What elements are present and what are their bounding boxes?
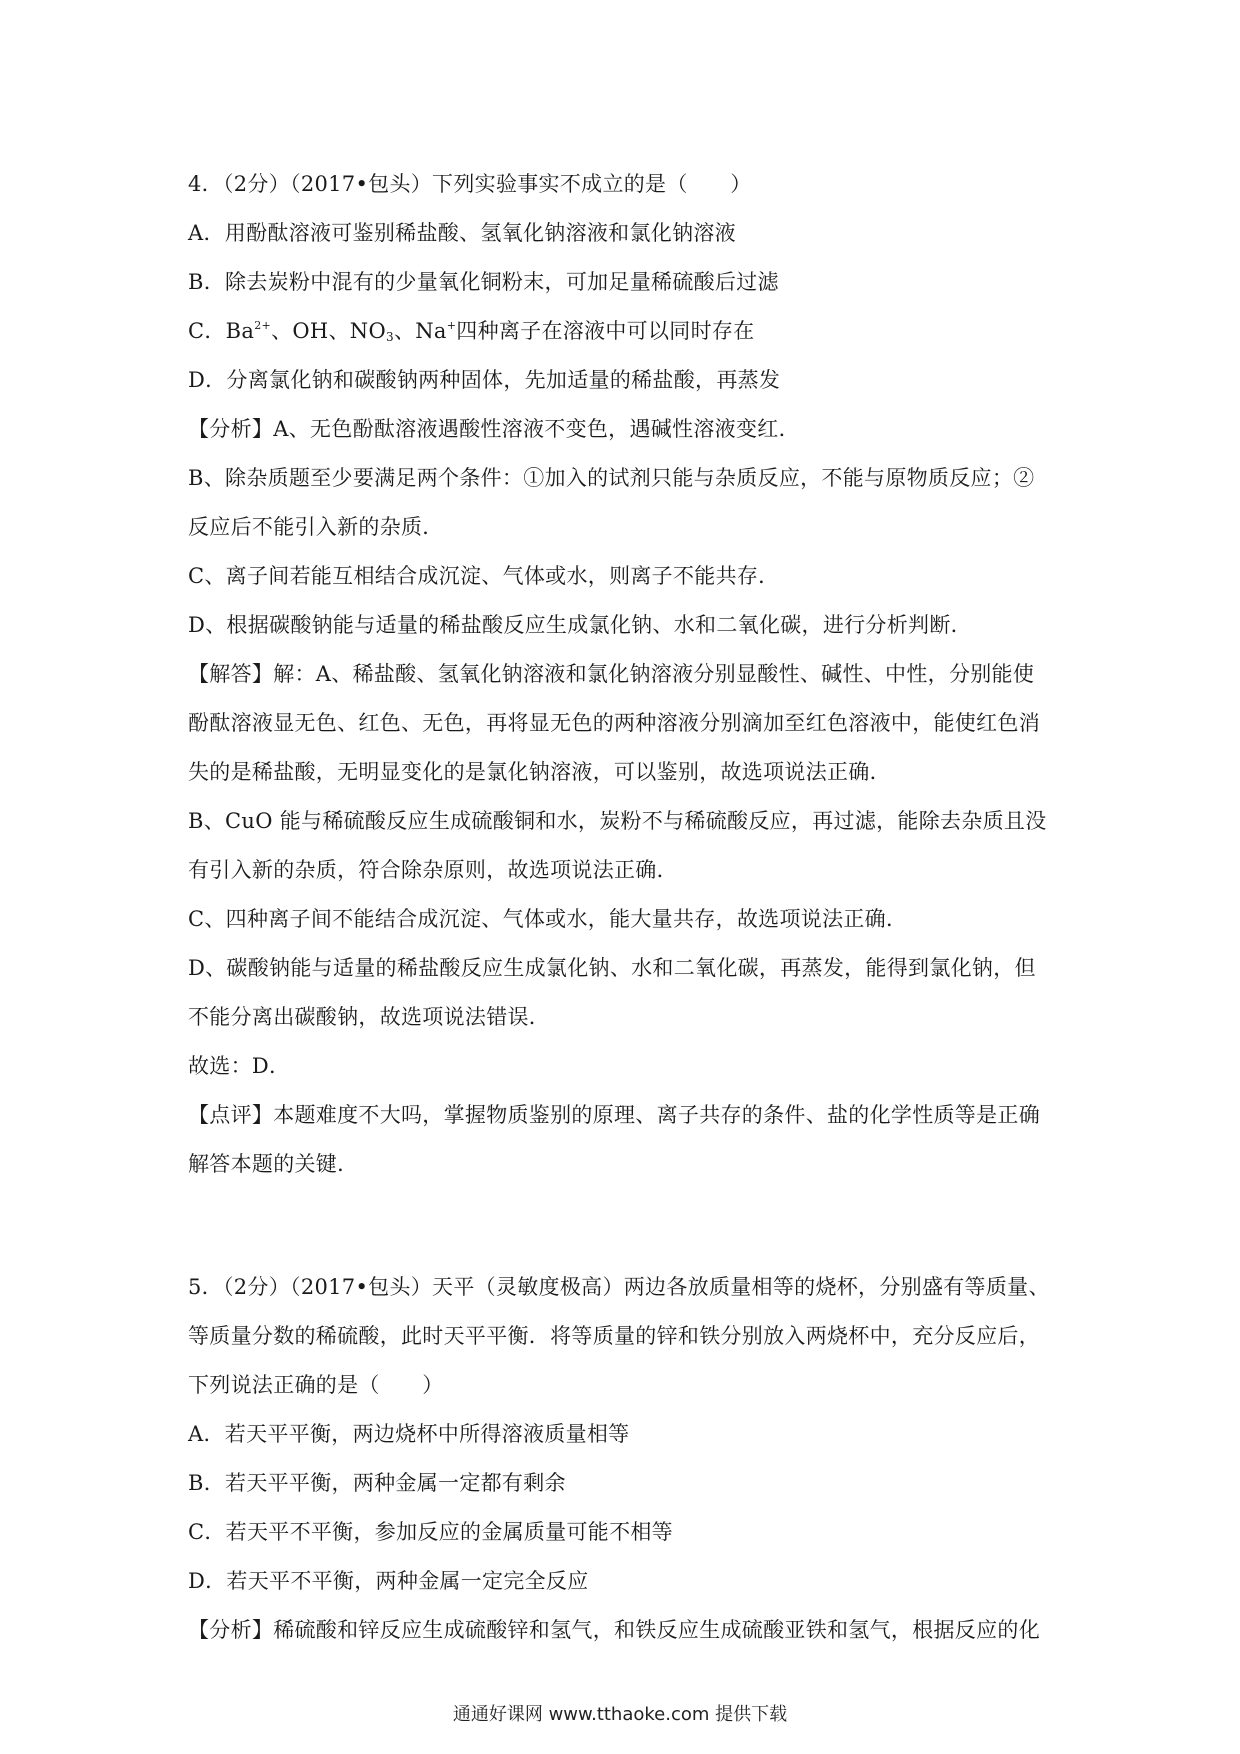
question-4-option-a: A．用酚酞溶液可鉴别稀盐酸、氢氧化钠溶液和氯化钠溶液 bbox=[188, 221, 736, 245]
page-footer: 通通好课网 www.tthaoke.com 提供下载 bbox=[452, 1704, 788, 1725]
na-charge: + bbox=[446, 319, 457, 332]
question-4-stem: 4．（2分）（2017•包头）下列实验事实不成立的是（ ） bbox=[188, 172, 752, 196]
q4-answer-line: B、CuO 能与稀硫酸反应生成硫酸铜和水，炭粉不与稀硫酸反应，再过滤，能除去杂质且没 bbox=[188, 809, 1047, 833]
q4-comment-line: 【点评】本题难度不大吗，掌握物质鉴别的原理、离子共存的条件、盐的化学性质等是正确 bbox=[188, 1103, 1040, 1127]
q5-analysis-line: 【分析】稀硫酸和锌反应生成硫酸锌和氢气，和铁反应生成硫酸亚铁和氢气，根据反应的化 bbox=[188, 1618, 1040, 1642]
q4-analysis-line: C、离子间若能互相结合成沉淀、气体或水，则离子不能共存． bbox=[188, 564, 780, 588]
question-5-option-d: D．若天平不平衡，两种金属一定完全反应 bbox=[188, 1569, 589, 1593]
question-separator bbox=[188, 1189, 1068, 1263]
question-5-stem-line: 5．（2分）（2017•包头）天平（灵敏度极高）两边各放质量相等的烧杯，分别盛有等质量、 bbox=[188, 1275, 1050, 1299]
q4-analysis-line: 反应后不能引入新的杂质． bbox=[188, 515, 444, 539]
question-5-stem-line: 下列说法正确的是（ ） bbox=[188, 1373, 444, 1397]
q4-answer-line: 故选：D． bbox=[188, 1054, 291, 1078]
q4-analysis-line: B、除杂质题至少要满足两个条件：①加入的试剂只能与杂质反应，不能与原物质反应；② bbox=[188, 466, 1035, 490]
option-c-na: 、Na bbox=[393, 319, 447, 343]
question-5-stem-line: 等质量分数的稀硫酸，此时天平平衡．将等质量的锌和铁分别放入两烧杯中，充分反应后， bbox=[188, 1324, 1040, 1348]
question-4-option-d: D．分离氯化钠和碳酸钠两种固体，先加适量的稀盐酸，再蒸发 bbox=[188, 368, 781, 392]
option-c-prefix: C．Ba bbox=[188, 319, 255, 343]
q4-answer-line: 不能分离出碳酸钠，故选项说法错误． bbox=[188, 1005, 551, 1029]
q4-answer-line: C、四种离子间不能结合成沉淀、气体或水，能大量共存，故选项说法正确． bbox=[188, 907, 908, 931]
question-5-option-b: B．若天平平衡，两种金属一定都有剩余 bbox=[188, 1471, 566, 1495]
q4-answer-line: 酚酞溶液显无色、红色、无色，再将显无色的两种溶液分别滴加至红色溶液中，能使红色消 bbox=[188, 711, 1040, 735]
question-4-option-c bbox=[188, 307, 1068, 356]
q4-answer-line: 失的是稀盐酸，无明显变化的是氯化钠溶液，可以鉴别，故选项说法正确． bbox=[188, 760, 891, 784]
no3-subscript: 3 bbox=[386, 330, 394, 344]
question-5-option-a: A．若天平平衡，两边烧杯中所得溶液质量相等 bbox=[188, 1422, 630, 1446]
page-content bbox=[188, 160, 1068, 1655]
q4-analysis-line: D、根据碳酸钠能与适量的稀盐酸反应生成氯化钠、水和二氧化碳，进行分析判断． bbox=[188, 613, 972, 637]
question-4-option-b: B．除去炭粉中混有的少量氧化铜粉末，可加足量稀硫酸后过滤 bbox=[188, 270, 779, 294]
option-c-oh: 、OH bbox=[271, 319, 329, 343]
q4-answer-line: 【解答】解：A、稀盐酸、氢氧化钠溶液和氯化钠溶液分别显酸性、碱性、中性，分别能使 bbox=[188, 662, 1035, 686]
ba-charge: 2+ bbox=[254, 319, 272, 332]
q4-comment-line: 解答本题的关键． bbox=[188, 1152, 359, 1176]
q4-analysis-line: 【分析】A、无色酚酞溶液遇酸性溶液不变色，遇碱性溶液变红． bbox=[188, 417, 800, 441]
question-5-option-c: C．若天平不平衡，参加反应的金属质量可能不相等 bbox=[188, 1520, 673, 1544]
option-c-rest: 四种离子在溶液中可以同时存在 bbox=[456, 319, 755, 343]
option-c-no: 、NO bbox=[328, 319, 386, 343]
q4-answer-line: 有引入新的杂质，符合除杂原则，故选项说法正确． bbox=[188, 858, 678, 882]
q4-answer-line: D、碳酸钠能与适量的稀盐酸反应生成氯化钠、水和二氧化碳，再蒸发，能得到氯化钠，但 bbox=[188, 956, 1036, 980]
